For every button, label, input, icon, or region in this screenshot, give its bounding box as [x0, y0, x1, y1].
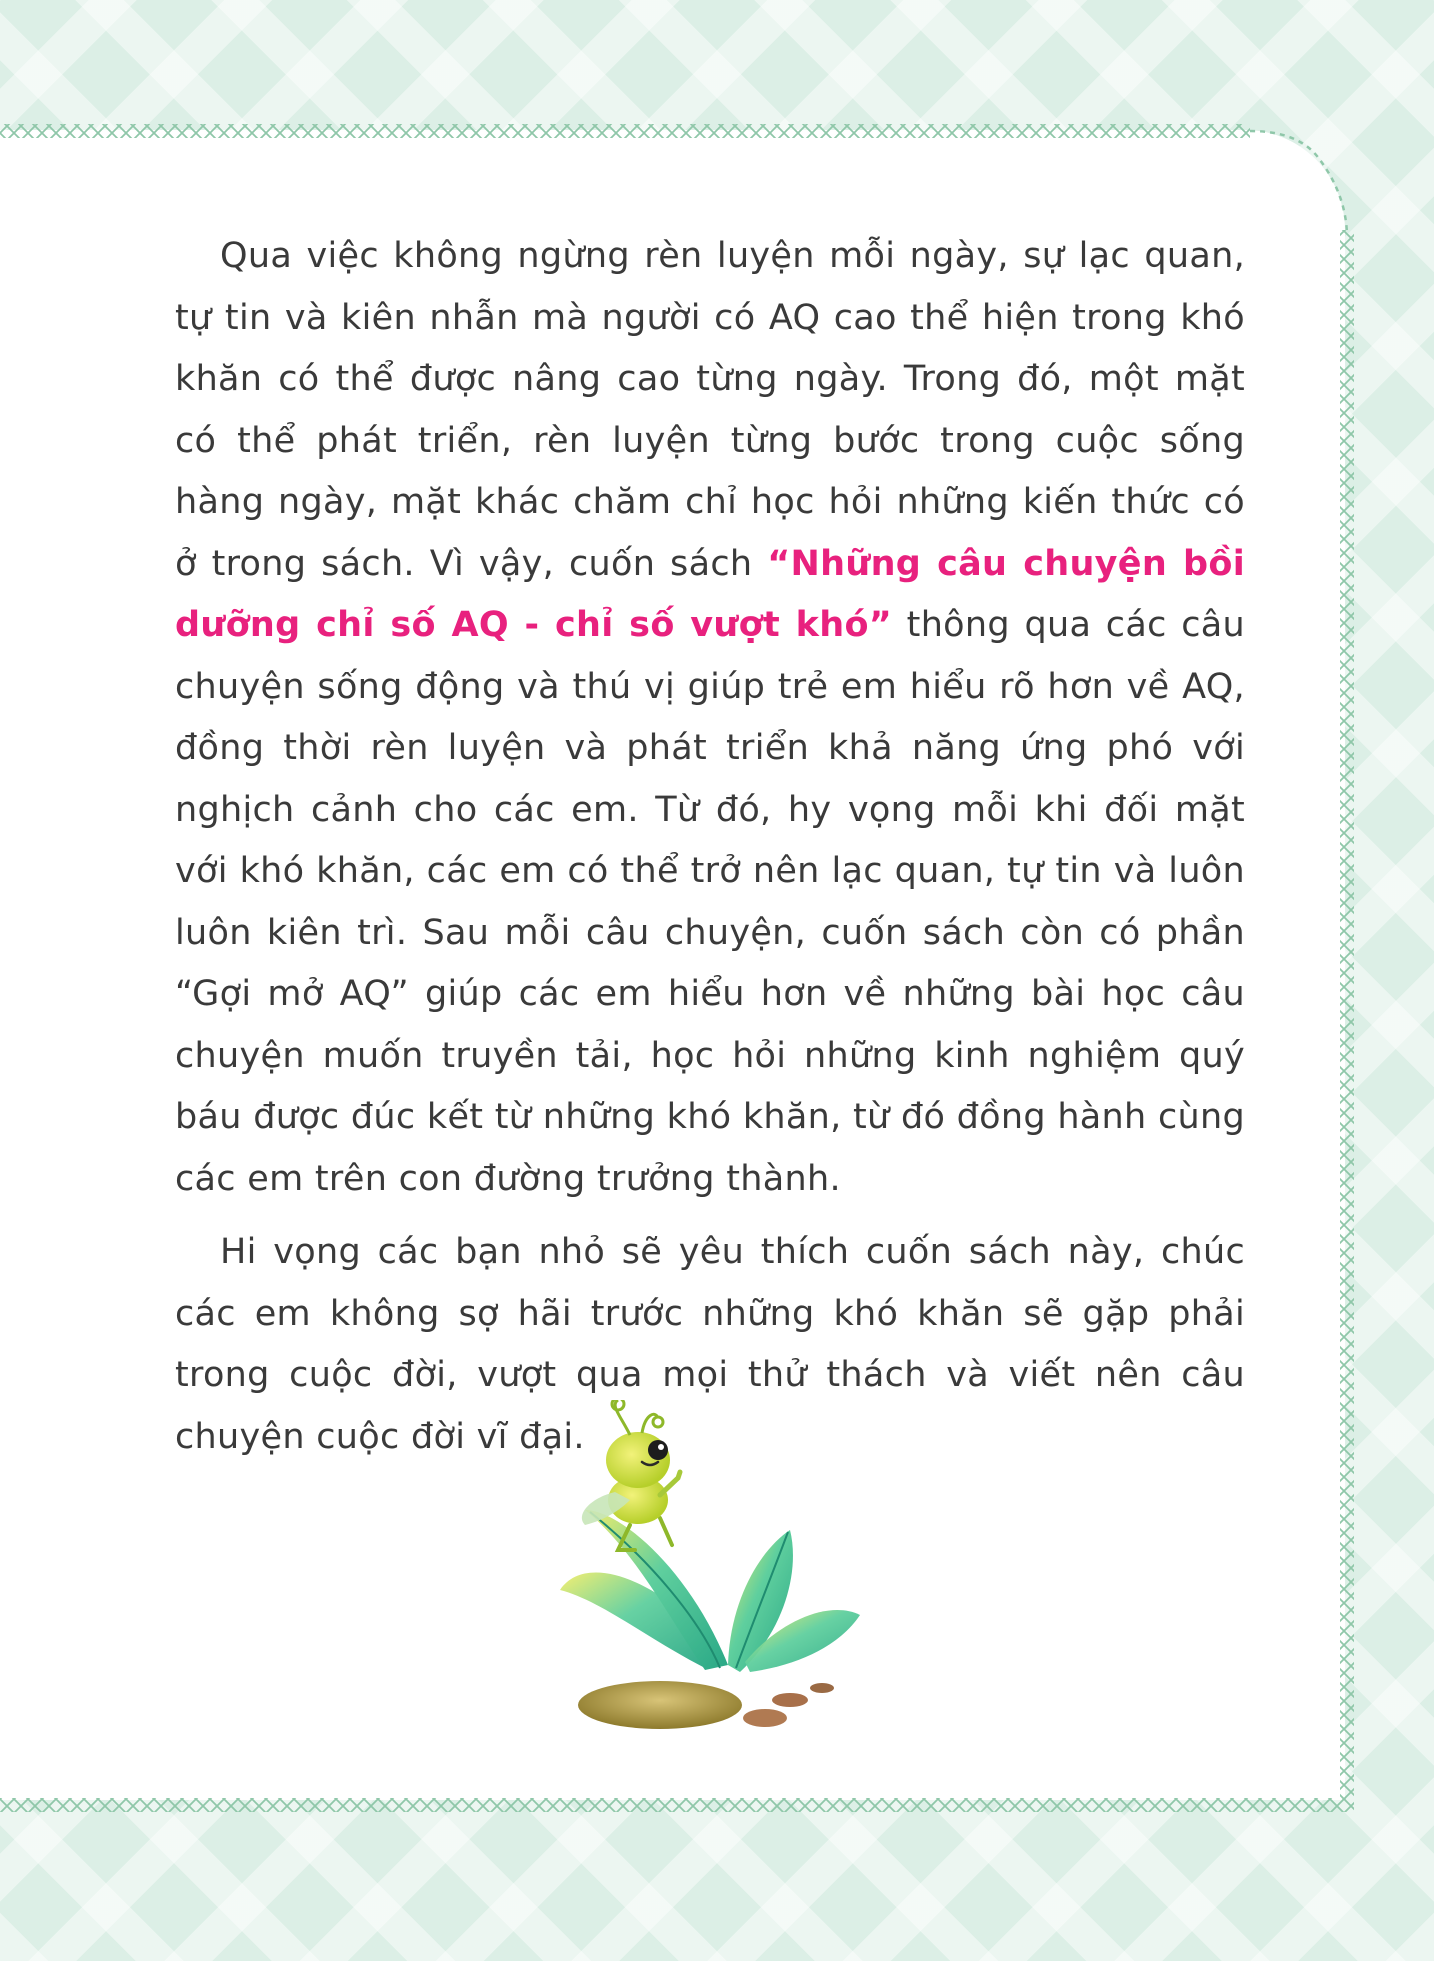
grasshopper-illustration	[560, 1400, 890, 1745]
preface-body	[175, 226, 1245, 1468]
rock-small	[810, 1683, 834, 1693]
paragraph-2: Hi vọng các bạn nhỏ sẽ yêu thích cuốn sách này, chúc các em không sợ hãi trước những khó khăn sẽ gặp phải trong cuộc đời, vượt qua mọi thử thách và viết nên câu chuyện cuộc đời vĩ đại.	[175, 1232, 1245, 1457]
grasshopper-leg	[660, 1518, 672, 1545]
book-title: “Những câu chuyện bồi dưỡng chỉ số AQ - chỉ số vượt khó”	[175, 543, 1245, 645]
paragraph-1-part-2: thông qua các câu chuyện sống động và thú vị giúp trẻ em hiểu rõ hơn về AQ, đồng thời rèn luyện và phát triển khả năng ứng phó với nghịch cảnh cho các em. Từ đó, hy vọng mỗi khi đối mặt với khó khăn, các em có thể trở nên lạc quan, tự tin và luôn luôn kiên trì. Sau mỗi câu chuyện, cuốn sách còn có phần “Gợi mở AQ” giúp các em hiểu hơn về những bài học câu chuyện muốn truyền tải, học hỏi những kinh nghiệm quý báu được đúc kết từ những khó khăn, từ đó đồng hành cùng các em trên con đường trưởng thành.	[175, 605, 1245, 1199]
rock-small	[772, 1693, 808, 1707]
grasshopper-eye	[648, 1440, 668, 1460]
rock-large	[578, 1681, 742, 1729]
paragraph-1-part-1: Qua việc không ngừng rèn luyện mỗi ngày, sự lạc quan, tự tin và kiên nhẫn mà người có AQ cao thể hiện trong khó khăn có thể được nâng cao từng ngày. Trong đó, một mặt có thể phát triển, rèn luyện từng bước trong cuộc sống hàng ngày, mặt khác chăm chỉ học hỏi những kiến thức có ở trong sách. Vì vậy, cuốn sách	[175, 236, 1245, 584]
paragraph-1	[175, 226, 1245, 1210]
rock-small	[743, 1709, 787, 1727]
